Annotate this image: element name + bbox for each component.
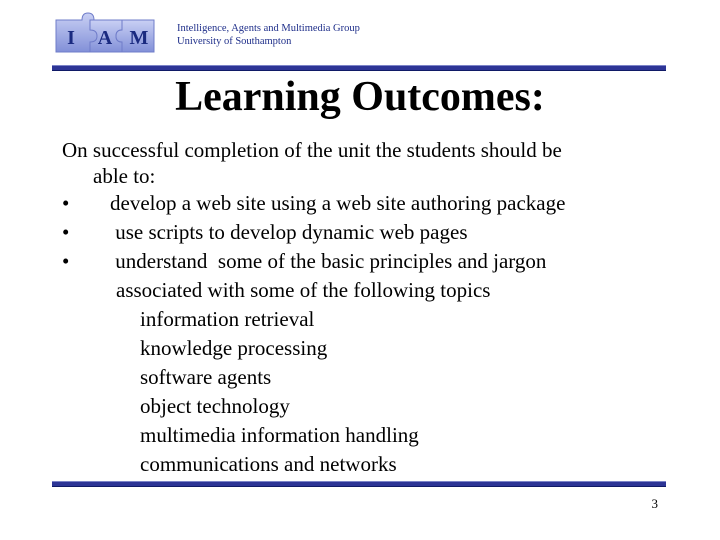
bullet-text: use scripts to develop dynamic web pages — [110, 220, 468, 244]
logo-letter-i: I — [67, 27, 75, 49]
bullet-text: understand some of the basic principles and jargon — [110, 249, 547, 273]
bullet-symbol: • — [62, 191, 70, 215]
bullet-item — [62, 218, 682, 247]
bullet-item — [62, 189, 682, 218]
bullet-item — [62, 247, 682, 276]
top-divider — [52, 65, 666, 71]
intro-text-line-2: able to: — [93, 164, 156, 188]
bullet-continuation: associated with some of the following topics — [116, 278, 491, 302]
topic-item: software agents — [140, 365, 272, 389]
organization-name — [177, 22, 360, 48]
org-line-1: Intelligence, Agents and Multimedia Group — [177, 23, 360, 34]
iam-logo — [54, 12, 158, 58]
topic-item: multimedia information handling — [140, 423, 419, 447]
page-number: 3 — [651, 496, 658, 511]
slide-title: Learning Outcomes: — [175, 74, 545, 120]
logo-letter-m: M — [129, 27, 149, 49]
bullet-symbol: • — [62, 220, 70, 244]
topic-item: knowledge processing — [140, 336, 328, 360]
puzzle-logo-icon — [54, 12, 158, 58]
slide-body — [62, 136, 682, 479]
bullet-symbol: • — [62, 249, 70, 273]
topic-item: object technology — [140, 394, 290, 418]
logo-letter-a: A — [97, 27, 113, 49]
intro-text-line-1: On successful completion of the unit the students should be — [62, 138, 562, 162]
bottom-divider — [52, 481, 666, 487]
bullet-text: develop a web site using a web site authoring package — [110, 191, 566, 215]
topic-item: information retrieval — [140, 307, 315, 331]
org-line-2: University of Southampton — [177, 36, 292, 47]
topic-item: communications and networks — [140, 452, 397, 476]
